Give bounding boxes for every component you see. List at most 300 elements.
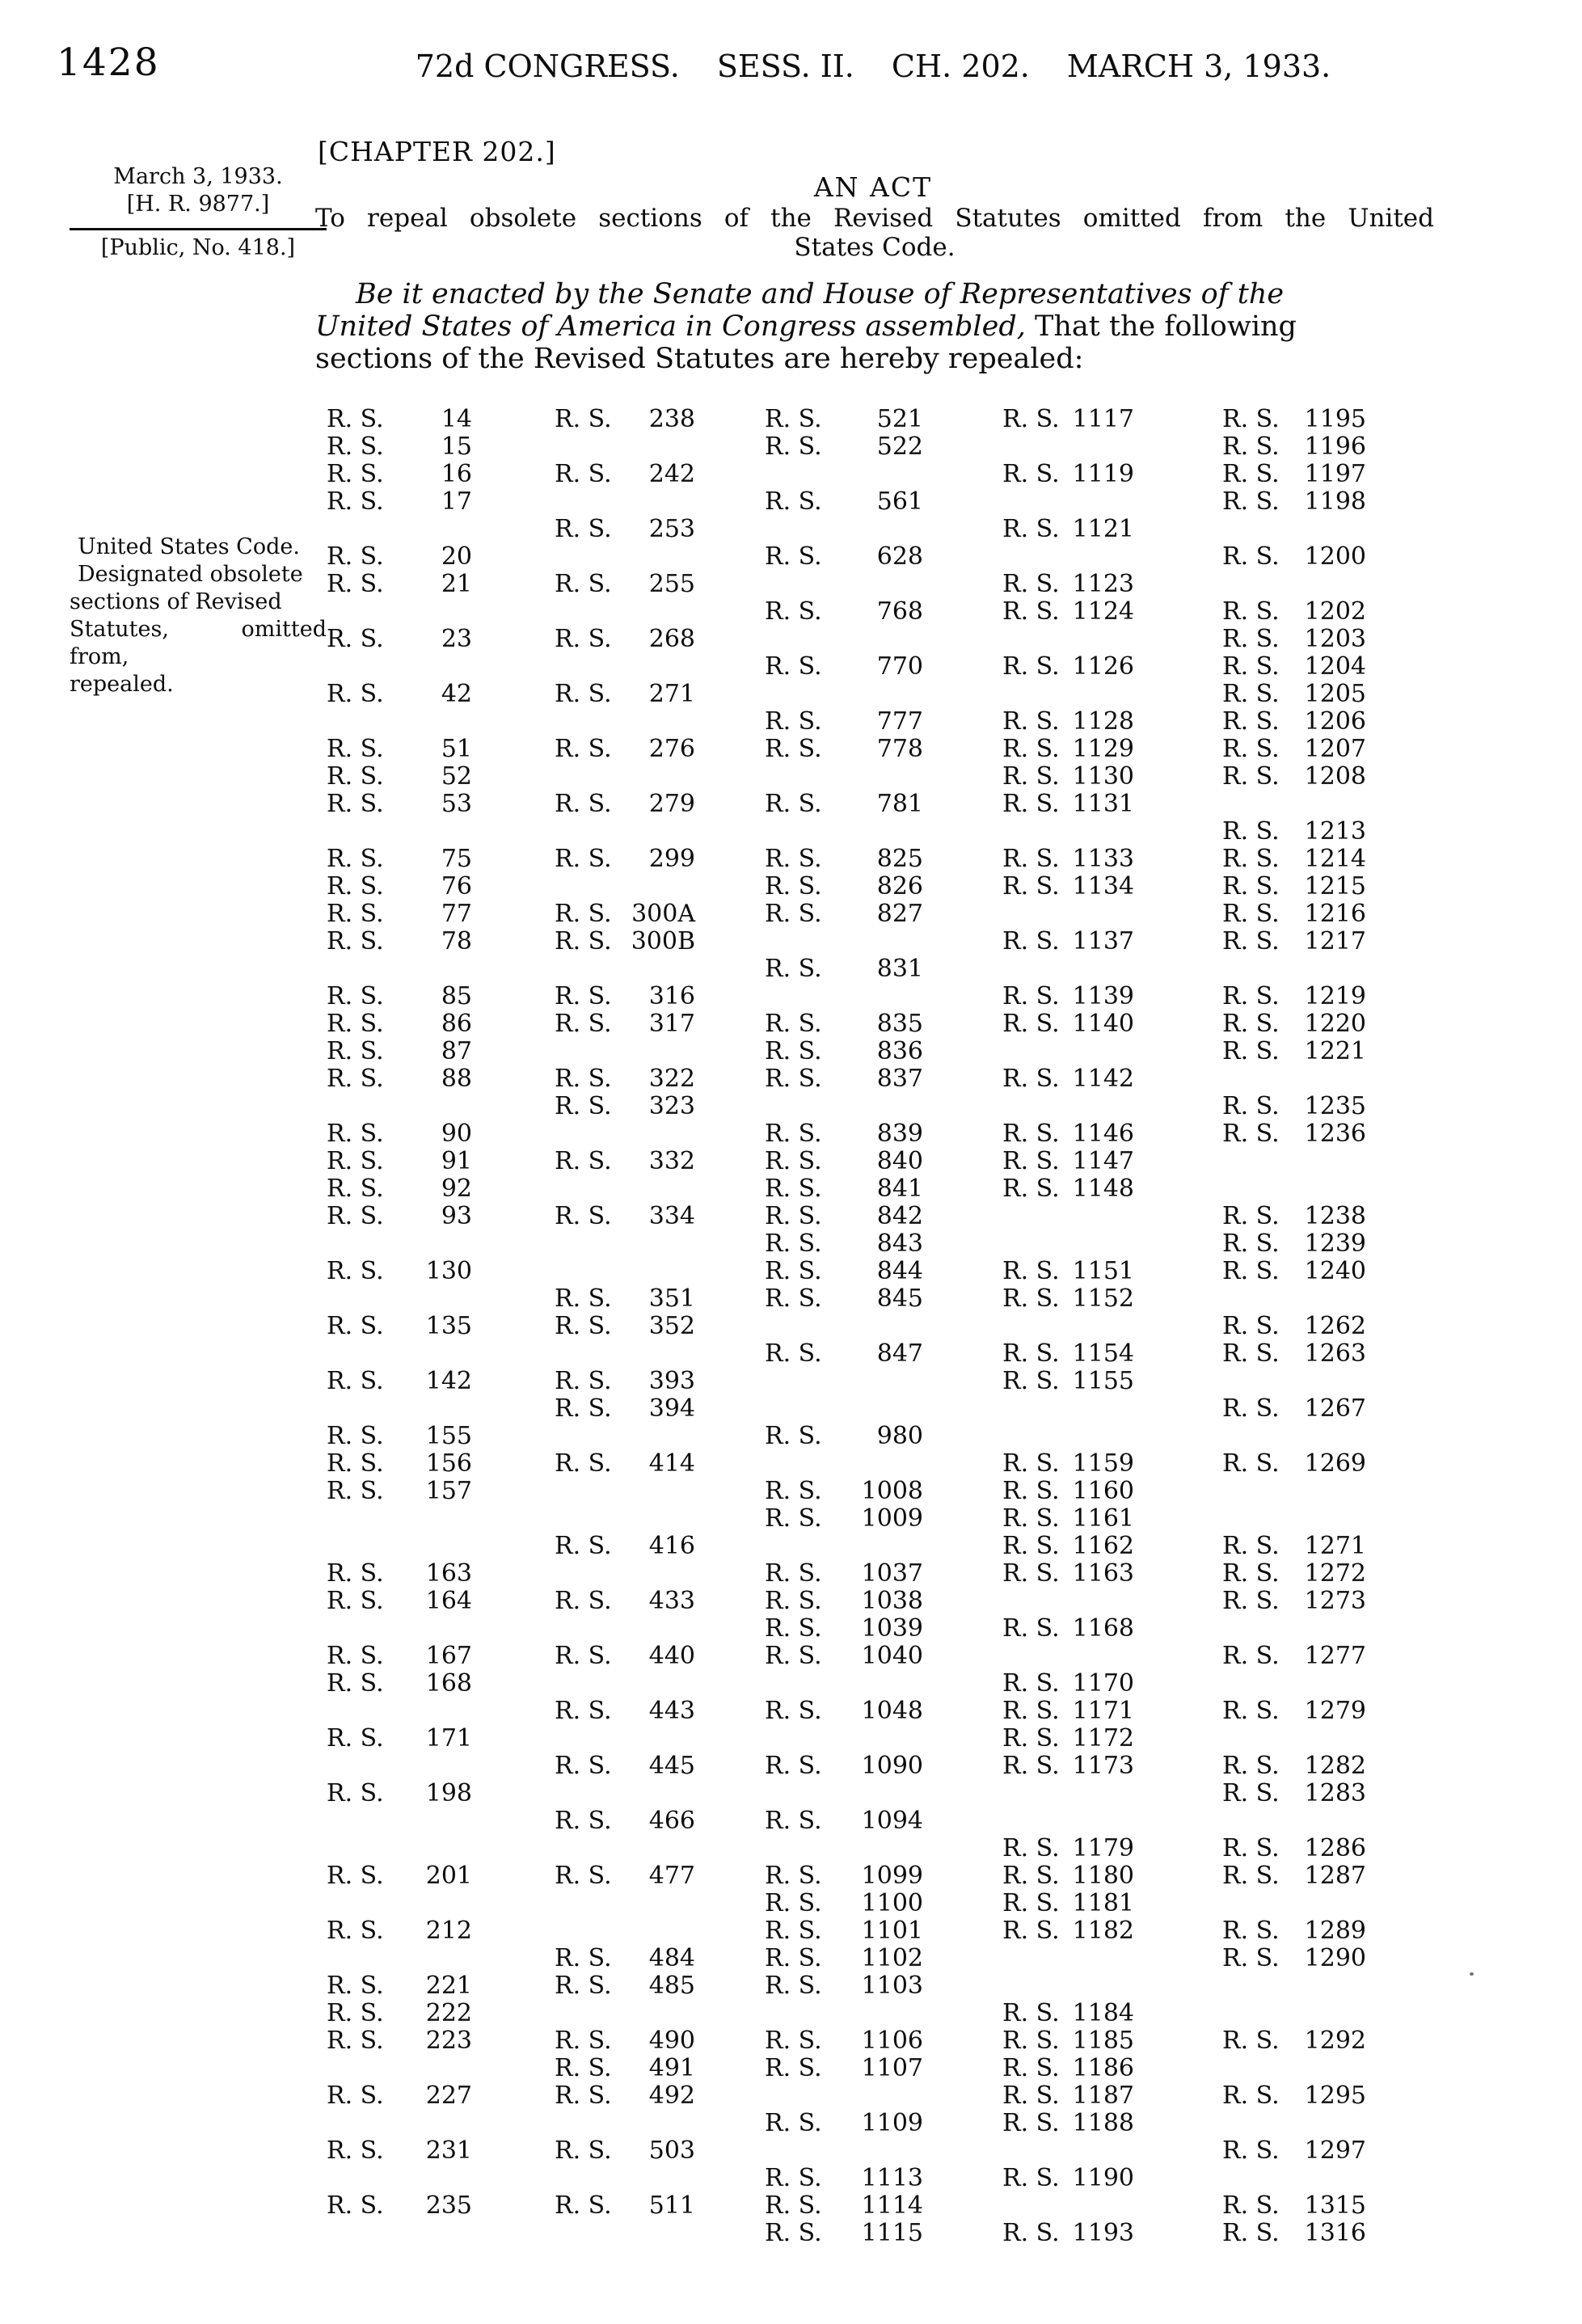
rs-number: 351: [648, 1284, 695, 1313]
rs-entry: [327, 1203, 472, 1230]
rs-row: [0, 1670, 1582, 1698]
rs-entry: [765, 1340, 923, 1368]
rs-entry: [555, 1285, 695, 1313]
rs-prefix: R. S.: [765, 1642, 822, 1670]
rs-prefix: R. S.: [327, 570, 384, 598]
rs-entry: [1002, 708, 1134, 736]
page-number: 1428: [57, 40, 160, 85]
rs-entry: [555, 791, 695, 818]
rs-entry: [555, 1395, 695, 1423]
rs-number: 155: [425, 1422, 472, 1450]
rs-entry: [765, 543, 923, 571]
enacting-line: [315, 310, 1439, 343]
rs-number: 1131: [1072, 790, 1134, 818]
enacting-italic-text: Be it enacted by the Senate and House of Representatives of the: [356, 278, 1285, 310]
rs-prefix: R. S.: [555, 2191, 612, 2220]
rs-prefix: R. S.: [1222, 735, 1280, 763]
rs-prefix: R. S.: [1002, 1614, 1060, 1643]
rs-number: 1128: [1072, 707, 1134, 736]
rs-row: [0, 653, 1582, 681]
rs-prefix: R. S.: [765, 652, 822, 681]
rs-number: 768: [876, 597, 923, 626]
rs-prefix: R. S.: [1222, 432, 1280, 461]
rs-prefix: R. S.: [1222, 405, 1280, 433]
rs-entry: [765, 873, 923, 900]
rs-prefix: R. S.: [327, 927, 384, 955]
rs-entry: [765, 1423, 923, 1450]
rs-entry: [765, 598, 923, 626]
rs-entry: [555, 1450, 695, 1478]
rs-prefix: R. S.: [765, 2054, 822, 2082]
rs-prefix: R. S.: [1222, 1010, 1280, 1038]
rs-prefix: R. S.: [555, 405, 612, 433]
rs-prefix: R. S.: [555, 1092, 612, 1120]
rs-row: [0, 1505, 1582, 1533]
rs-prefix: R. S.: [555, 460, 612, 488]
rs-entry: [327, 1780, 472, 1807]
rs-number: 20: [441, 542, 472, 571]
chapter-heading: [CHAPTER 202.]: [318, 136, 556, 167]
rs-prefix: R. S.: [765, 955, 822, 983]
rs-number: 1316: [1304, 2219, 1366, 2247]
rs-number: 477: [648, 1862, 695, 1890]
running-header-segment: 72d CONGRESS.: [415, 49, 680, 84]
rs-prefix: R. S.: [555, 515, 612, 543]
rs-entry: [327, 1588, 472, 1615]
rs-entry: [1222, 983, 1366, 1010]
rs-entry: [327, 406, 472, 433]
rs-prefix: R. S.: [327, 1669, 384, 1698]
rs-prefix: R. S.: [1222, 460, 1280, 488]
rs-number: 1094: [861, 1807, 923, 1835]
rs-entry: [1222, 1010, 1366, 1038]
rs-entry: [555, 983, 695, 1010]
rs-number: 445: [648, 1752, 695, 1780]
rs-prefix: R. S.: [1002, 2054, 1060, 2082]
rs-entry: [1222, 928, 1366, 955]
rs-number: 511: [648, 2191, 695, 2220]
rs-number: 1221: [1304, 1037, 1366, 1065]
rs-prefix: R. S.: [555, 1367, 612, 1395]
rs-number: 1203: [1304, 625, 1366, 653]
rs-number: 1126: [1072, 652, 1134, 681]
rs-number: 1271: [1304, 1532, 1366, 1560]
rs-entry: [327, 1972, 472, 2000]
rs-row: [0, 626, 1582, 653]
rs-number: 1117: [1072, 405, 1134, 433]
rs-entry: [1222, 1752, 1366, 1780]
rs-prefix: R. S.: [1002, 1010, 1060, 1038]
rs-entry: [765, 1752, 923, 1780]
rs-prefix: R. S.: [555, 790, 612, 818]
rs-prefix: R. S.: [327, 680, 384, 708]
rs-entry: [555, 736, 695, 763]
rs-number: 433: [648, 1587, 695, 1615]
rs-prefix: R. S.: [555, 982, 612, 1010]
rs-entry: [1002, 1890, 1134, 1917]
rs-prefix: R. S.: [1002, 872, 1060, 900]
rs-prefix: R. S.: [765, 1339, 822, 1368]
rs-entry: [1002, 791, 1134, 818]
rs-prefix: R. S.: [765, 707, 822, 736]
rs-prefix: R. S.: [1222, 900, 1280, 928]
rs-prefix: R. S.: [1002, 1889, 1060, 1917]
rs-number: 835: [876, 1010, 923, 1038]
rs-row: [0, 928, 1582, 955]
rs-number: 1263: [1304, 1339, 1366, 1368]
rs-number: 393: [648, 1367, 695, 1395]
rs-entry: [1222, 488, 1366, 516]
rs-entry: [1002, 1120, 1134, 1148]
rs-number: 1283: [1304, 1779, 1366, 1807]
rs-prefix: R. S.: [765, 1422, 822, 1450]
rs-entry: [1222, 2027, 1366, 2055]
rs-prefix: R. S.: [555, 1807, 612, 1835]
rs-prefix: R. S.: [555, 1697, 612, 1725]
rs-entry: [1222, 2220, 1366, 2247]
rs-row: [0, 763, 1582, 791]
rs-prefix: R. S.: [1002, 762, 1060, 791]
rs-number: 87: [441, 1037, 472, 1065]
rs-prefix: R. S.: [1222, 1779, 1280, 1807]
rs-number: 1279: [1304, 1697, 1366, 1725]
rs-entry: [1002, 1175, 1134, 1203]
rs-number: 1238: [1304, 1202, 1366, 1230]
rs-prefix: R. S.: [327, 1477, 384, 1505]
rs-entry: [1002, 2000, 1134, 2027]
rs-entry: [765, 846, 923, 873]
rs-entry: [1002, 406, 1134, 433]
rs-number: 1181: [1072, 1889, 1134, 1917]
rs-number: 1102: [861, 1944, 923, 1972]
rs-prefix: R. S.: [327, 1202, 384, 1230]
rs-number: 323: [648, 1092, 695, 1120]
scan-speck: [1470, 1972, 1474, 1976]
rs-prefix: R. S.: [1002, 790, 1060, 818]
rs-prefix: R. S.: [1002, 2164, 1060, 2192]
rs-prefix: R. S.: [1002, 1504, 1060, 1533]
rs-entry: [555, 461, 695, 488]
rs-prefix: R. S.: [1002, 1669, 1060, 1698]
rs-prefix: R. S.: [765, 1147, 822, 1175]
rs-entry: [765, 2027, 923, 2055]
rs-number: 168: [425, 1669, 472, 1698]
rs-prefix: R. S.: [765, 405, 822, 433]
margin-note-line: repealed.: [70, 672, 174, 697]
rs-number: 1282: [1304, 1752, 1366, 1780]
rs-row: [0, 1423, 1582, 1450]
rs-number: 561: [876, 487, 923, 516]
rs-number: 86: [441, 1010, 472, 1038]
rs-row: [0, 1725, 1582, 1752]
rs-row: [0, 1752, 1582, 1780]
rs-entry: [765, 2165, 923, 2192]
rs-entry: [1002, 873, 1134, 900]
rs-prefix: R. S.: [327, 982, 384, 1010]
rs-entry: [765, 1120, 923, 1148]
rs-prefix: R. S.: [555, 570, 612, 598]
rs-number: 770: [876, 652, 923, 681]
rs-number: 1106: [861, 2027, 923, 2055]
rs-prefix: R. S.: [1222, 1092, 1280, 1120]
rs-number: 781: [876, 790, 923, 818]
rs-row: [0, 900, 1582, 928]
rs-number: 827: [876, 900, 923, 928]
rs-entry: [555, 2192, 695, 2220]
rs-entry: [1002, 1450, 1134, 1478]
rs-row: [0, 461, 1582, 488]
rs-number: 223: [425, 2027, 472, 2055]
rs-prefix: R. S.: [555, 680, 612, 708]
rs-number: 1124: [1072, 597, 1134, 626]
rs-number: 839: [876, 1120, 923, 1148]
rs-row: [0, 1478, 1582, 1505]
rs-number: 1113: [861, 2164, 923, 2192]
rs-number: 1152: [1072, 1284, 1134, 1313]
enacting-roman-text: sections of the Revised Statutes are hereby repealed:: [315, 343, 1084, 375]
rs-row: [0, 1917, 1582, 1945]
rs-entry: [1002, 2027, 1134, 2055]
rs-entry: [555, 1972, 695, 2000]
rs-number: 1103: [861, 1972, 923, 2000]
rs-number: 836: [876, 1037, 923, 1065]
rs-entry: [1002, 1478, 1134, 1505]
rs-prefix: R. S.: [327, 432, 384, 461]
rs-number: 1137: [1072, 927, 1134, 955]
rs-prefix: R. S.: [765, 1504, 822, 1533]
rs-prefix: R. S.: [1002, 1339, 1060, 1368]
rs-entry: [555, 1945, 695, 1972]
rs-number: 1039: [861, 1614, 923, 1643]
rs-number: 255: [648, 570, 695, 598]
rs-entry: [555, 1862, 695, 1890]
rs-number: 1114: [861, 2191, 923, 2220]
rs-row: [0, 2192, 1582, 2220]
rs-number: 1267: [1304, 1394, 1366, 1423]
rs-number: 316: [648, 982, 695, 1010]
rs-number: 1220: [1304, 1010, 1366, 1038]
rs-number: 1272: [1304, 1559, 1366, 1588]
rs-entry: [1002, 1862, 1134, 1890]
rs-entry: [765, 736, 923, 763]
rs-prefix: R. S.: [765, 735, 822, 763]
rs-entry: [327, 1478, 472, 1505]
rs-prefix: R. S.: [1222, 1559, 1280, 1588]
rs-number: 1286: [1304, 1834, 1366, 1862]
rs-entry: [1002, 1698, 1134, 1725]
rs-entry: [327, 1917, 472, 1945]
rs-number: 14: [441, 405, 472, 433]
rs-number: 1186: [1072, 2054, 1134, 2082]
rs-number: 1239: [1304, 1229, 1366, 1258]
rs-prefix: R. S.: [1222, 1532, 1280, 1560]
rs-number: 1040: [861, 1642, 923, 1670]
rs-entry: [765, 1643, 923, 1670]
rs-number: 231: [425, 2136, 472, 2165]
rs-prefix: R. S.: [1002, 1697, 1060, 1725]
rs-prefix: R. S.: [1222, 1697, 1280, 1725]
running-header-segment: SESS. II.: [716, 49, 854, 84]
rs-prefix: R. S.: [1002, 735, 1060, 763]
rs-prefix: R. S.: [1002, 1752, 1060, 1780]
rs-number: 1161: [1072, 1504, 1134, 1533]
rs-prefix: R. S.: [1222, 1642, 1280, 1670]
rs-entry: [327, 1175, 472, 1203]
rs-number: 1184: [1072, 1999, 1134, 2027]
rs-entry: [1222, 1560, 1366, 1588]
rs-row: [0, 1093, 1582, 1120]
rs-entry: [1222, 900, 1366, 928]
rs-number: 52: [441, 762, 472, 791]
rs-row: [0, 2082, 1582, 2110]
rs-number: 1172: [1072, 1724, 1134, 1752]
rs-entry: [765, 1917, 923, 1945]
rs-prefix: R. S.: [765, 1010, 822, 1038]
rs-entry: [327, 2027, 472, 2055]
rs-entry: [1222, 653, 1366, 681]
rs-entry: [555, 1533, 695, 1560]
rs-entry: [765, 433, 923, 461]
rs-prefix: R. S.: [765, 1972, 822, 2000]
rs-entry: [327, 763, 472, 791]
rs-entry: [1002, 1615, 1134, 1643]
rs-number: 1099: [861, 1862, 923, 1890]
rs-entry: [555, 1368, 695, 1395]
rs-prefix: R. S.: [1002, 1477, 1060, 1505]
rs-prefix: R. S.: [1222, 1229, 1280, 1258]
rs-prefix: R. S.: [555, 1449, 612, 1478]
rs-prefix: R. S.: [765, 1202, 822, 1230]
rs-entry: [1222, 2192, 1366, 2220]
rs-row: [0, 516, 1582, 543]
rs-prefix: R. S.: [327, 1175, 384, 1203]
rs-entry: [327, 1560, 472, 1588]
rs-prefix: R. S.: [327, 1642, 384, 1670]
rs-prefix: R. S.: [555, 2081, 612, 2110]
rs-row: [0, 736, 1582, 763]
rs-row: [0, 1148, 1582, 1175]
rs-number: 300A: [631, 900, 695, 928]
rs-entry: [765, 1285, 923, 1313]
rs-entry: [1222, 2082, 1366, 2110]
rs-prefix: R. S.: [765, 1614, 822, 1643]
rs-entry: [765, 1945, 923, 1972]
rs-number: 1213: [1304, 817, 1366, 846]
rs-row: [0, 1643, 1582, 1670]
rs-prefix: R. S.: [327, 625, 384, 653]
rs-entry: [1002, 1835, 1134, 1862]
rs-entry: [1002, 736, 1134, 763]
rs-row: [0, 1340, 1582, 1368]
rs-prefix: R. S.: [327, 900, 384, 928]
rs-entry: [1002, 1065, 1134, 1093]
rs-number: 837: [876, 1065, 923, 1093]
rs-number: 1008: [861, 1477, 923, 1505]
rs-number: 1290: [1304, 1944, 1366, 1972]
margin-note-line: sections of Revised: [70, 589, 282, 614]
rs-number: 1182: [1072, 1917, 1134, 1945]
rs-entry: [765, 2220, 923, 2247]
rs-number: 1202: [1304, 597, 1366, 626]
rs-prefix: R. S.: [1222, 542, 1280, 571]
rs-entry: [555, 1313, 695, 1340]
rs-entry: [765, 1615, 923, 1643]
rs-entry: [555, 1807, 695, 1835]
rs-row: [0, 2220, 1582, 2247]
rs-prefix: R. S.: [765, 1807, 822, 1835]
rs-entry: [1222, 1093, 1366, 1120]
rs-entry: [327, 1862, 472, 1890]
rs-entry: [327, 1643, 472, 1670]
rs-entry: [327, 736, 472, 763]
rs-prefix: R. S.: [327, 2027, 384, 2055]
rs-prefix: R. S.: [1002, 2109, 1060, 2137]
rs-prefix: R. S.: [1002, 1724, 1060, 1752]
rs-entry: [765, 955, 923, 983]
rs-prefix: R. S.: [555, 1587, 612, 1615]
rs-prefix: R. S.: [1002, 1559, 1060, 1588]
rs-prefix: R. S.: [1222, 625, 1280, 653]
rs-prefix: R. S.: [765, 1065, 822, 1093]
rs-prefix: R. S.: [1002, 1257, 1060, 1285]
rs-prefix: R. S.: [1002, 2081, 1060, 2110]
rs-entry: [765, 1258, 923, 1285]
rs-number: 1168: [1072, 1614, 1134, 1643]
rs-prefix: R. S.: [555, 1752, 612, 1780]
rs-entry: [327, 571, 472, 598]
rs-entry: [555, 1065, 695, 1093]
rs-prefix: R. S.: [555, 1862, 612, 1890]
rs-row: [0, 1835, 1582, 1862]
rs-number: 1100: [861, 1889, 923, 1917]
rs-prefix: R. S.: [327, 1449, 384, 1478]
rs-number: 1038: [861, 1587, 923, 1615]
rs-entry: [327, 1450, 472, 1478]
margin-public-number: [Public, No. 418.]: [100, 235, 296, 260]
rs-number: 1170: [1072, 1669, 1134, 1698]
rs-number: 271: [648, 680, 695, 708]
enacting-line: [315, 278, 1439, 310]
rs-entry: [327, 983, 472, 1010]
rs-entry: [765, 406, 923, 433]
rs-number: 842: [876, 1202, 923, 1230]
rs-entry: [765, 1588, 923, 1615]
rs-number: 279: [648, 790, 695, 818]
rs-number: 484: [648, 1944, 695, 1972]
rs-entry: [765, 653, 923, 681]
rs-number: 21: [441, 570, 472, 598]
rs-number: 1142: [1072, 1065, 1134, 1093]
rs-prefix: R. S.: [1002, 927, 1060, 955]
rs-entry: [1002, 2055, 1134, 2082]
rs-prefix: R. S.: [1002, 707, 1060, 736]
rs-row: [0, 543, 1582, 571]
rs-number: 1197: [1304, 460, 1366, 488]
rs-number: 1146: [1072, 1120, 1134, 1148]
rs-number: 843: [876, 1229, 923, 1258]
rs-number: 443: [648, 1697, 695, 1725]
rs-entry: [1222, 543, 1366, 571]
rs-entry: [1002, 2165, 1134, 2192]
rs-number: 142: [425, 1367, 472, 1395]
rs-entry: [327, 1725, 472, 1752]
rs-number: 23: [441, 625, 472, 653]
rs-number: 1130: [1072, 762, 1134, 791]
rs-entry: [555, 2027, 695, 2055]
rs-number: 171: [425, 1724, 472, 1752]
rs-number: 1240: [1304, 1257, 1366, 1285]
rs-prefix: R. S.: [1222, 1312, 1280, 1340]
